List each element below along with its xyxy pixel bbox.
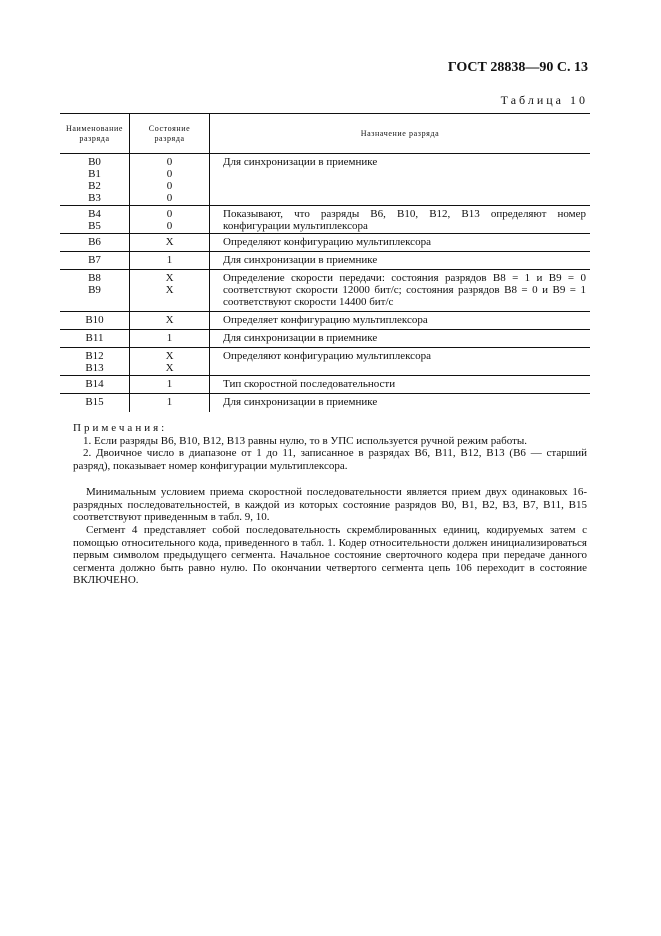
bit-name: В14 bbox=[85, 378, 104, 390]
bit-purpose: Для синхронизации в приемнике bbox=[210, 394, 590, 412]
bit-name-cell bbox=[60, 348, 130, 376]
bit-state: 0 bbox=[166, 156, 173, 168]
bit-state-cell bbox=[130, 234, 210, 252]
bit-name-cell bbox=[60, 234, 130, 252]
bit-name-cell bbox=[60, 252, 130, 270]
bit-name: В11 bbox=[85, 332, 104, 344]
bit-table bbox=[60, 113, 590, 412]
document-header-ref: ГОСТ 28838—90 С. 13 bbox=[447, 60, 588, 75]
table-row bbox=[60, 376, 590, 394]
table-row bbox=[60, 234, 590, 252]
bit-purpose: Определяют конфигурацию мультиплексора bbox=[210, 348, 590, 376]
bit-state: 0 bbox=[166, 192, 173, 204]
bit-name: В1 bbox=[88, 168, 101, 180]
table-caption: Таблица 10 bbox=[500, 93, 588, 107]
bit-state-cell bbox=[130, 312, 210, 330]
bit-state: X bbox=[165, 284, 174, 296]
bit-name: В9 bbox=[88, 284, 101, 296]
table-row bbox=[60, 206, 590, 234]
bit-purpose: Определяет конфигурацию мультиплексора bbox=[210, 312, 590, 330]
body-paragraph-1: Минимальным условием приема скоростной последовательности является прием двух одинаковых 16-разрядных последовательностей, в каждой из которых состояние разрядов В0, В1, В2, В3, В7, В11, В15 соответствуют приведенным в табл. 9, 10. bbox=[73, 486, 587, 523]
bit-state-cell bbox=[130, 394, 210, 412]
bit-state: 1 bbox=[166, 332, 173, 344]
table-row bbox=[60, 330, 590, 348]
bit-purpose: Тип скоростной последовательности bbox=[210, 376, 590, 394]
table-row bbox=[60, 394, 590, 412]
bit-name: В6 bbox=[88, 236, 101, 248]
bit-state: X bbox=[165, 236, 174, 248]
table-row bbox=[60, 312, 590, 330]
notes bbox=[73, 422, 587, 472]
bit-name: В7 bbox=[88, 254, 101, 266]
bit-state: X bbox=[165, 314, 174, 326]
bit-name: В12 bbox=[85, 350, 104, 362]
bit-name-cell bbox=[60, 154, 130, 206]
column-header-state: Состояние разряда bbox=[130, 114, 210, 154]
bit-state: 0 bbox=[166, 180, 173, 192]
note-item: 2. Двоичное число в диапазоне от 1 до 11, записанное в разрядах В6, В11, В12, В13 (В6 — старший разряд), показывает номер конфигурации мультиплексора. bbox=[73, 447, 587, 472]
bit-name-cell bbox=[60, 270, 130, 312]
bit-name: В15 bbox=[85, 396, 104, 408]
bit-state-cell bbox=[130, 206, 210, 234]
bit-state-cell bbox=[130, 330, 210, 348]
column-header-name: Наименование разряда bbox=[60, 114, 130, 154]
bit-state: 0 bbox=[166, 208, 173, 220]
bit-name: В0 bbox=[88, 156, 101, 168]
bit-state-cell bbox=[130, 376, 210, 394]
notes-title: Примечания: bbox=[73, 422, 168, 434]
table-body bbox=[60, 154, 590, 412]
bit-purpose: Показывают, что разряды В6, В10, В12, В13 определяют номер конфигурации мультиплексора bbox=[210, 206, 590, 234]
table-row bbox=[60, 154, 590, 206]
bit-state: 0 bbox=[166, 168, 173, 180]
note-item: 1. Если разряды В6, В10, В12, В13 равны нулю, то в УПС используется ручной режим работы. bbox=[83, 434, 528, 447]
bit-state-cell bbox=[130, 270, 210, 312]
bit-name: В13 bbox=[85, 362, 104, 374]
bit-name: В10 bbox=[85, 314, 104, 326]
bit-state: X bbox=[165, 350, 174, 362]
bit-purpose: Для синхронизации в приемнике bbox=[210, 252, 590, 270]
bit-name-cell bbox=[60, 312, 130, 330]
bit-name: В4 bbox=[88, 208, 101, 220]
bit-purpose: Для синхронизации в приемнике bbox=[210, 330, 590, 348]
bit-state: X bbox=[165, 272, 174, 284]
table-row bbox=[60, 252, 590, 270]
bit-name-cell bbox=[60, 376, 130, 394]
column-header-purpose: Назначение разряда bbox=[210, 114, 590, 154]
bit-state: 1 bbox=[166, 378, 173, 390]
bit-name-cell bbox=[60, 206, 130, 234]
bit-purpose: Определение скорости передачи: состояния разрядов В8 = 1 и В9 = 0 соответствуют скорости 12000 бит/с; состояния разрядов В8 = 0 и В9 = 1 соответствуют скорости 14400 бит/с bbox=[210, 270, 590, 312]
bit-state-cell bbox=[130, 154, 210, 206]
table-row bbox=[60, 348, 590, 376]
bit-state: X bbox=[165, 362, 174, 374]
bit-purpose: Для синхронизации в приемнике bbox=[210, 154, 590, 206]
bit-state-cell bbox=[130, 252, 210, 270]
bit-name: В5 bbox=[88, 220, 101, 232]
bit-name-cell bbox=[60, 394, 130, 412]
bit-name: В3 bbox=[88, 192, 101, 204]
bit-state: 0 bbox=[166, 220, 173, 232]
bit-purpose: Определяют конфигурацию мультиплексора bbox=[210, 234, 590, 252]
body-paragraph-2: Сегмент 4 представляет собой последовательность скремблированных единиц, кодируемых затем с помощью относительного кода, приведенного в табл. 1. Кодер относительности должен инициализироваться первым символом предыдущего сегмента. Начальное состояние сверточного кодера при передаче данного сегмента должно быть равно нулю. По окончании четвертого сегмента цепь 106 переходит в состояние ВКЛЮЧЕНО. bbox=[73, 524, 587, 586]
table-row bbox=[60, 270, 590, 312]
table-header-row bbox=[60, 114, 590, 154]
bit-name-cell bbox=[60, 330, 130, 348]
bit-state: 1 bbox=[166, 396, 173, 408]
bit-state: 1 bbox=[166, 254, 173, 266]
bit-state-cell bbox=[130, 348, 210, 376]
bit-name: В2 bbox=[88, 180, 101, 192]
bit-name: В8 bbox=[88, 272, 101, 284]
